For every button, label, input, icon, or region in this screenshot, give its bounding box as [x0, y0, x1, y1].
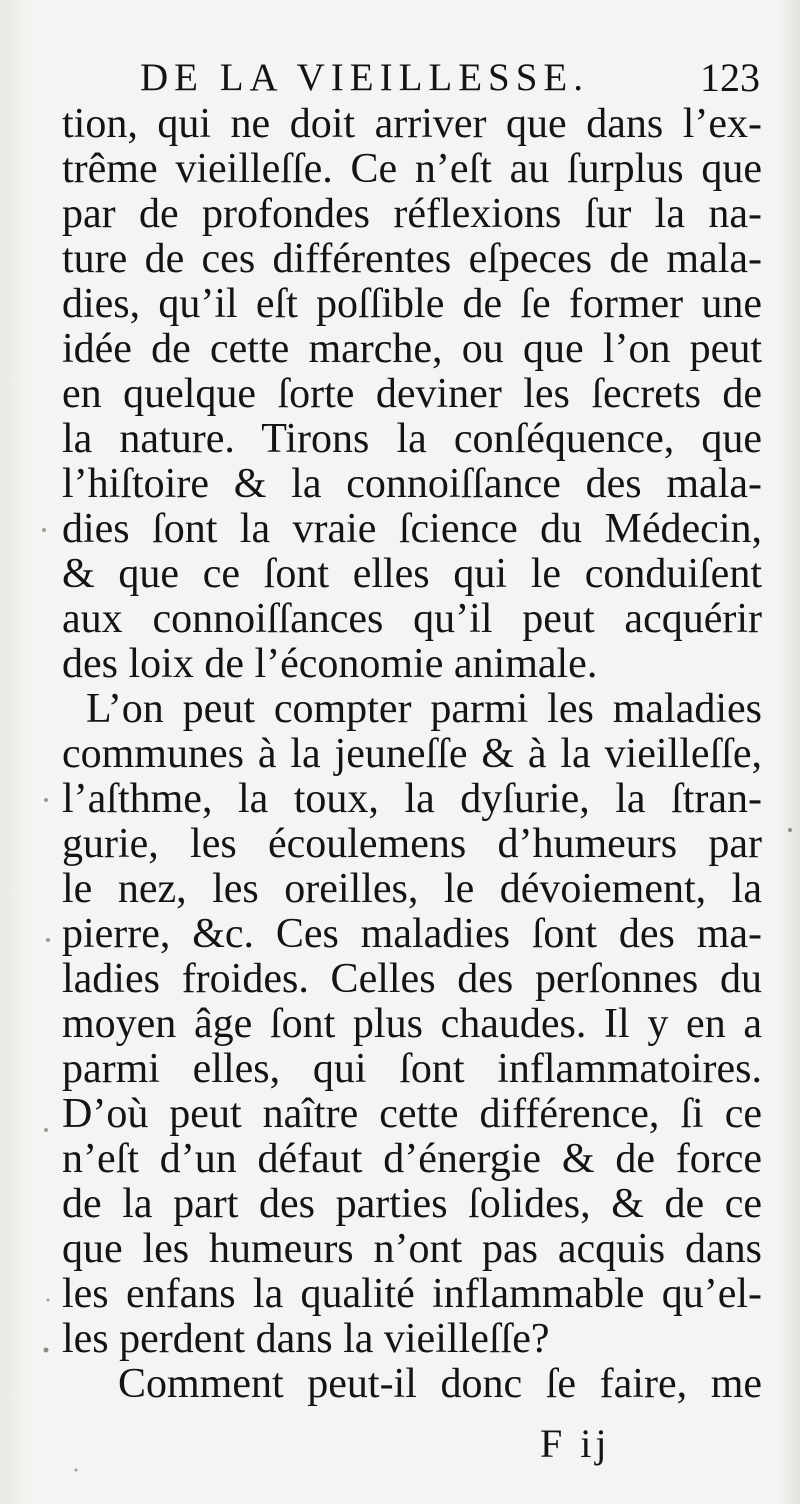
text-line: l’aſthme, la toux, la dyſurie, la ſtran-	[62, 777, 762, 822]
text-line: dies, qu’il eſt poſſible de ſe former une	[62, 282, 762, 327]
paragraph-start-line: Comment peut-il donc ſe faire, me	[118, 1362, 762, 1407]
text-line: par de profondes réflexions ſur la na-	[62, 192, 762, 237]
signature-mark: F ij	[540, 1421, 611, 1466]
text-line: communes à la jeuneſſe & à la vieilleſſe,	[62, 732, 762, 777]
text-line: dies ſont la vraie ſcience du Médecin,	[62, 507, 762, 552]
text-line: & que ce ſont elles qui le conduiſent	[62, 552, 762, 597]
text-line: ture de ces différentes eſpeces de mala-	[62, 237, 762, 282]
text-line: le nez, les oreilles, le dévoiement, la	[62, 867, 762, 912]
text-line: ladies froides. Celles des perſonnes du	[62, 957, 762, 1002]
text-line: moyen âge ſont plus chaudes. Il y en a	[62, 1002, 762, 1047]
paragraph-start-line: L’on peut compter parmi les maladies	[86, 687, 762, 732]
page-header	[140, 50, 760, 106]
text-line: trême vieilleſſe. Ce n’eſt au ſurplus que	[62, 147, 762, 192]
text-line: de la part des parties ſolides, & de ce	[62, 1182, 762, 1227]
running-head: DE LA VIEILLESSE.	[140, 56, 590, 99]
text-line: les perdent dans la vieilleſſe?	[62, 1317, 550, 1362]
text-line: des loix de l’économie animale.	[62, 642, 598, 687]
text-line: parmi elles, qui ſont inflammatoires.	[62, 1047, 762, 1092]
text-line: D’où peut naître cette différence, ſi ce	[62, 1092, 762, 1137]
page-gutter-shadow	[0, 0, 34, 1504]
text-line: idée de cette marche, ou que l’on peut	[62, 327, 762, 372]
text-line: en quelque ſorte deviner les ſecrets de	[62, 372, 762, 417]
text-line: aux connoiſſances qu’il peut acquérir	[62, 597, 762, 642]
body-text	[62, 102, 762, 1407]
page-number: 123	[700, 55, 760, 100]
text-line: que les humeurs n’ont pas acquis dans	[62, 1227, 762, 1272]
text-line: gurie, les écoulemens d’humeurs par	[62, 822, 762, 867]
text-line: n’eſt d’un défaut d’énergie & de force	[62, 1137, 762, 1182]
text-line: l’hiſtoire & la connoiſſance des mala-	[62, 462, 762, 507]
text-line: la nature. Tirons la conſéquence, que	[62, 417, 762, 462]
text-line: pierre, &c. Ces maladies ſont des ma-	[62, 912, 762, 957]
page-edge-shadow	[778, 0, 800, 1504]
text-line: tion, qui ne doit arriver que dans l’ex-	[62, 102, 762, 147]
text-line: les enfans la qualité inflammable qu’el-	[62, 1272, 762, 1317]
